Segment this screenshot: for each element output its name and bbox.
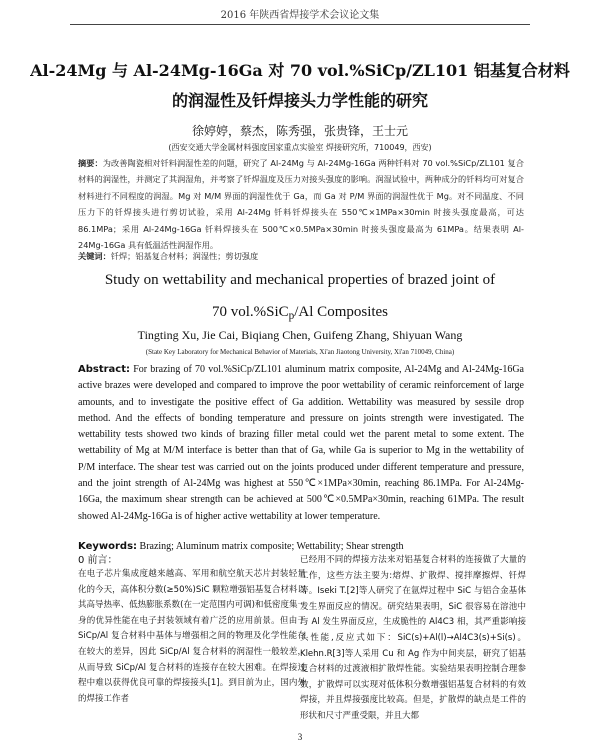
english-abstract [78,362,524,525]
chinese-keywords-label: 关键词： [78,251,111,261]
english-affiliation: (State Key Laboratory for Mechanical Behavior of Materials, Xi'an Jiaotong University, Xi'an 710049, China) [145,348,455,356]
body-column-right: 已经用不同的焊接方法来对铝基复合材料的连接做了大量的工作，这些方法主要为:熔焊、扩散焊、搅拌摩擦焊、钎焊等。Iseki T.[2]等人研究了在氩焊过程中 SiC 与铝合金基体发生界面反应的情况。研究结果表明，SiC 很容易在溶池中与 Al 发生界面反应，生成脆性的 Al4C3 相，其严重影响接头性能,反应式如下：SiC(s)+Al(l)→Al4C3(s)+Si(s)。Klehn.R[3]等人采用 Cu 和 Ag 作为中间夹层，研究了铝基复合材料的过渡液相扩散焊性能。实验结果表明控制合理参数，扩散焊可以实现对低体积分数增强铝基复合材料的有效焊接，并且焊接强度比较高。但是，扩散焊的缺点是工件的形状和尺寸严重受限，并且大都 [300,555,526,721]
english-abstract-label: Abstract: [78,364,131,375]
chinese-authors: 徐婷婷，蔡杰，陈秀强，张贵锋，王士元 [191,124,408,138]
page-number: 3 [297,732,303,742]
chinese-title-line-2: 的润湿性及钎焊接头力学性能的研究 [171,91,428,110]
english-abstract-text: For brazing of 70 vol.%SiCp/ZL101 aluminum matrix composite, Al-24Mg and Al-24Mg-16Ga active brazes were developed and compared to improve the poor wettability of ceramic reinforcement of large amounts, and to investigate the positive effect of Ga addition. Wettability was measured by sessile drop method. And the effects of bonding temperature and pressure on joints strength were investigated. The wettability tests showed two kinds of brazing filler metal could wet the parent metal to some extent. The wettability of Mg at M/M interface is better than that of Ga, while Ga is superior to Mg in the wettability of P/M interface. The shear test was carried out on the joints produced under different temperature and pressure, and the joint strength of Al-24Mg was highest at 550℃×1MPa×30min, reaching 86.1MPa. For Al-24Mg-16Ga, the maximum shear strength can be achieved at 500℃×0.5MPa×30min, reaching 61MPa. The result showed Al-24Mg-16Ga is of higher active wettability at lower temperature. [78,364,524,522]
english-keywords-label: Keywords: [78,541,138,552]
chinese-abstract [78,155,524,253]
body-column-left: 在电子芯片集成度越来越高、军用和航空航天芯片封装轻量化的今天，高体积分数(≥50%)SiC 颗粒增强铝基复合材料以其高导热率、低热膨胀系数(在一定范围内可调)和低密度集一身的优异性能在电子封装领域有着广泛的应用前景。但由于 SiCp/Al 复合材料中基体与增强相之间的物理及化学性能存在较大的差异，因此 SiCp/Al 复合材料的润湿性一般较差，从而导致 SiCp/Al 复合材料的连接存在较大困难。在焊接过程中难以获得优良可靠的焊接接头[1]。到目前为止，国内外的焊接工作者 [78,569,306,704]
chinese-affiliation: (西安交通大学金属材料强度国家重点实验室 焊接研究所，710049，西安) [168,143,432,152]
header-rule [70,24,530,25]
running-header: 2016 年陕西省焊接学术会议论文集 [220,10,380,21]
chinese-keywords-text: 钎焊；铝基复合材料；润湿性；剪切强度 [110,251,259,261]
english-keywords [78,541,524,552]
english-title-subscript: p [288,309,295,322]
english-authors: Tingting Xu, Jie Cai, Biqiang Chen, Guifeng Zhang, Shiyuan Wang [137,328,463,342]
english-title-line-2 [60,304,540,321]
english-title-line-2-pre: 70 vol.%SiC [211,304,289,320]
english-title-line-2-post: /Al Composites [294,304,389,320]
section-heading-introduction: 0 前言： [78,555,118,566]
chinese-abstract-label: 摘要： [78,158,103,168]
english-title-line-1: Study on wettability and mechanical properties of brazed joint of [104,272,496,288]
english-keywords-text: Brazing; Aluminum matrix composite; Wettability; Shear strength [137,541,404,552]
chinese-title-line-1: Al-24Mg 与 Al-24Mg-16Ga 对 70 vol.%SiCp/ZL101 铝基复合材料 [30,61,570,80]
chinese-keywords [78,251,524,262]
chinese-abstract-text: 为改善陶瓷相对钎料润湿性差的问题，研究了 Al-24Mg 与 Al-24Mg-16Ga 两种钎料对 70 vol.%SiCp/ZL101 复合材料的润湿性，并测定了其润湿角，并考察了钎焊温度及压力对接头强度的影响。润湿试验中，两种成分的钎料均可对复合材料进行不同程度的润湿。Mg 对 M/M 界面的润湿性优于 Ga，而 Ga 对 P/M 界面的润湿性优于 Mg。对不同温度、不同压力下的钎焊接头进行剪切试验，采用 Al-24Mg 钎料钎焊接头在 550℃×1MPa×30min 时接头强度最高，可达 86.1MPa；采用 Al-24Mg-16Ga 钎料焊接头在 500℃×0.5MPa×30min 时接头强度最高为 61MPa。结果表明 Al-24Mg-16Ga 具有低温活性润湿作用。 [78,158,524,251]
